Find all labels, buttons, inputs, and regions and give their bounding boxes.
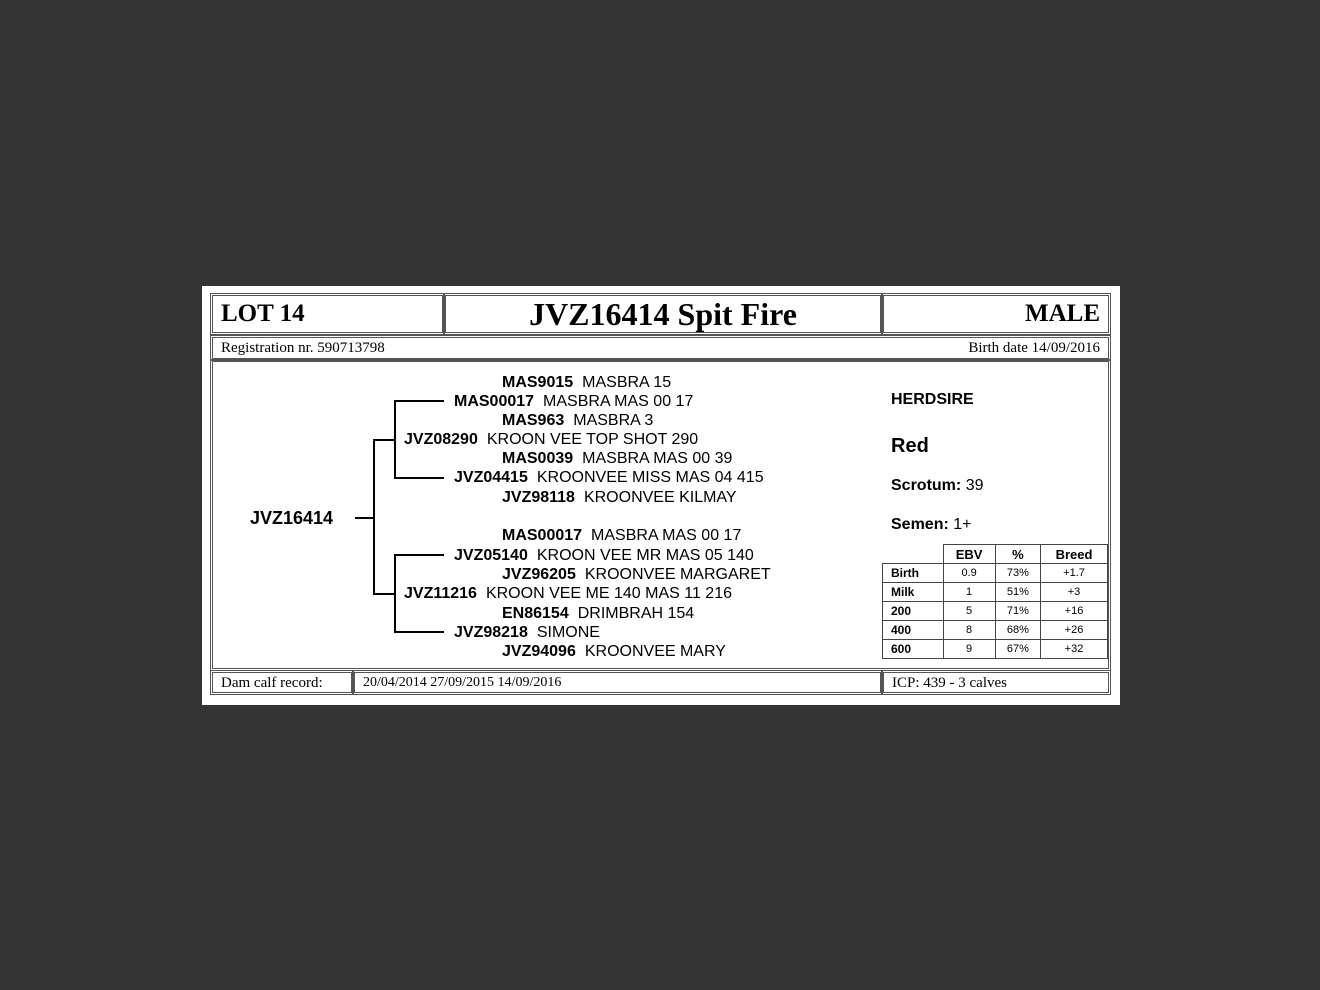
pedigree-entry: JVZ04415 KROONVEE MISS MAS 04 415 bbox=[454, 469, 764, 486]
registration-number: Registration nr. 590713798 bbox=[221, 340, 385, 356]
pedigree-entry: MAS00017 MASBRA MAS 00 17 bbox=[502, 527, 742, 544]
pedigree-entry: EN86154 DRIMBRAH 154 bbox=[502, 605, 695, 622]
icp-value: ICP: 439 - 3 calves bbox=[892, 675, 1007, 691]
animal-title: JVZ16414 Spit Fire bbox=[529, 296, 797, 332]
pedigree-entry: MAS9015 MASBRA 15 bbox=[502, 374, 672, 391]
lot-card bbox=[202, 286, 1120, 705]
pedigree-entry: JVZ98218 SIMONE bbox=[454, 624, 600, 641]
pedigree-entry: JVZ98118 KROONVEE KILMAY bbox=[502, 489, 737, 506]
sex-box bbox=[883, 295, 1109, 333]
pedigree-entry: MAS963 MASBRA 3 bbox=[502, 412, 654, 429]
dam-label-box bbox=[212, 672, 352, 693]
ebv-table bbox=[882, 544, 1108, 659]
dam-dates-box bbox=[354, 672, 881, 693]
pedigree-panel bbox=[212, 361, 1109, 669]
subject-code: JVZ16414 bbox=[250, 508, 334, 528]
dam-connector bbox=[373, 593, 395, 595]
semen-line bbox=[891, 516, 972, 534]
sire-sire-connector bbox=[394, 400, 444, 402]
title-box bbox=[445, 295, 881, 333]
table-row: 600 9 67% +32 bbox=[883, 640, 1108, 659]
lot-number: LOT 14 bbox=[221, 300, 305, 327]
table-row: Birth 0.9 73% +1.7 bbox=[883, 564, 1108, 583]
semen-value: 1+ bbox=[953, 516, 972, 533]
table-row: Milk 1 51% +3 bbox=[883, 583, 1108, 602]
dam-sire-connector bbox=[394, 554, 444, 556]
icp-box bbox=[883, 672, 1109, 693]
semen-label: Semen: bbox=[891, 516, 949, 533]
pct-header: % bbox=[995, 545, 1040, 564]
color-label: Red bbox=[891, 435, 929, 457]
pedigree-entry: JVZ08290 KROON VEE TOP SHOT 290 bbox=[404, 431, 699, 448]
pedigree-entry: MAS0039 MASBRA MAS 00 39 bbox=[502, 450, 733, 467]
category-label: HERDSIRE bbox=[891, 391, 974, 408]
pedigree-entry: JVZ94096 KROONVEE MARY bbox=[502, 643, 726, 660]
sire-grand-vertical bbox=[394, 400, 396, 478]
pedigree-entry: JVZ96205 KROONVEE MARGARET bbox=[502, 566, 771, 583]
scrotum-line bbox=[891, 477, 983, 495]
ebv-header: EBV bbox=[943, 545, 995, 564]
sire-connector bbox=[373, 439, 395, 441]
subject-connector bbox=[355, 517, 374, 519]
ebv-header-row bbox=[883, 545, 1108, 564]
scrotum-value: 39 bbox=[965, 477, 984, 494]
pedigree-entry: JVZ05140 KROON VEE MR MAS 05 140 bbox=[454, 547, 754, 564]
animal-sex: MALE bbox=[1025, 300, 1100, 327]
table-row: 400 8 68% +26 bbox=[883, 621, 1108, 640]
parents-vertical bbox=[373, 439, 375, 594]
lot-box bbox=[212, 295, 443, 333]
scrotum-label: Scrotum: bbox=[891, 477, 962, 494]
dam-calf-dates: 20/04/2014 27/09/2015 14/09/2016 bbox=[363, 675, 562, 690]
pedigree-subject bbox=[250, 507, 333, 529]
sire-dam-connector bbox=[394, 477, 444, 479]
dam-dam-connector bbox=[394, 631, 444, 633]
table-row: 200 5 71% +16 bbox=[883, 602, 1108, 621]
info-row bbox=[212, 337, 1109, 359]
pedigree-entry: MAS00017 MASBRA MAS 00 17 bbox=[454, 393, 694, 410]
breed-header: Breed bbox=[1041, 545, 1108, 564]
pedigree-entry: JVZ11216 KROON VEE ME 140 MAS 11 216 bbox=[404, 585, 732, 602]
dam-grand-vertical bbox=[394, 554, 396, 632]
dam-calf-label: Dam calf record: bbox=[221, 675, 323, 691]
birth-date: Birth date 14/09/2016 bbox=[968, 340, 1100, 356]
